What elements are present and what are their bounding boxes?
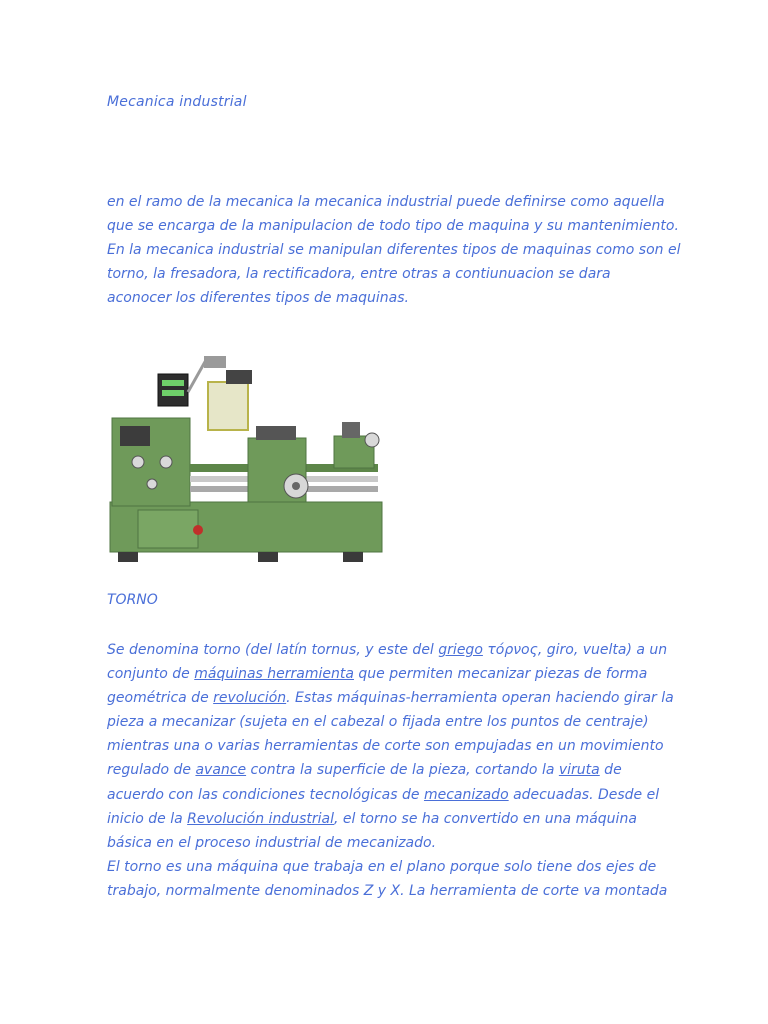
link-revolucion-industrial[interactable]: Revolución industrial (187, 810, 334, 827)
body-line: pieza a mecanizar (sujeta en el cabezal o fijada entre los puntos de centraje) (107, 714, 649, 731)
body-text: de (599, 762, 622, 779)
intro-line: En la mecanica industrial se manipulan diferentes tipos de maquinas como son el (107, 242, 681, 259)
body-line (107, 686, 674, 710)
body-text: conjunto de (107, 666, 195, 683)
link-avance[interactable]: avance (195, 762, 247, 779)
intro-paragraph (107, 190, 681, 310)
body-text: contra la superficie de la pieza, cortando la (246, 762, 559, 779)
body-line: básica en el proceso industrial de mecanizado. (107, 834, 437, 851)
body-text: regulado de (107, 762, 196, 779)
body-text: que permiten mecanizar piezas de forma (353, 666, 648, 683)
body-text: , el torno se ha convertido en una máquina (333, 810, 637, 827)
body-line (107, 807, 667, 831)
body-line (107, 638, 667, 662)
intro-line: aconocer los diferentes tipos de maquinas. (107, 290, 409, 307)
body-text: geométrica de (107, 690, 214, 707)
link-griego[interactable]: griego (438, 642, 483, 658)
intro-line: en el ramo de la mecanica la mecanica industrial puede definirse como aquella (107, 194, 665, 210)
torno-paragraph (107, 638, 674, 903)
document-title: Mecanica industrial (107, 94, 247, 110)
intro-line: torno, la fresadora, la rectificadora, entre otras a contiunuacion se dara (107, 266, 611, 283)
body-text: adecuadas. Desde el (508, 786, 660, 803)
link-mecanizado[interactable]: mecanizado (423, 786, 509, 803)
intro-line: que se encarga de la manipulacion de todo tipo de maquina y su mantenimiento. (107, 218, 679, 235)
link-viruta[interactable]: viruta (558, 762, 600, 779)
lathe-image (108, 352, 386, 572)
section-heading-torno: TORNO (107, 592, 158, 608)
link-maquinas-herramienta[interactable]: máquinas herramienta (194, 666, 354, 683)
link-revolucion[interactable]: revolución (213, 690, 287, 707)
body-line: El torno es una máquina que trabaja en el plano porque solo tiene dos ejes de (107, 858, 657, 875)
body-line: mientras una o varias herramientas de corte son empujadas en un movimiento (107, 738, 664, 755)
body-line (107, 758, 667, 782)
body-line (107, 662, 667, 686)
body-text: . Estas máquinas-herramienta operan haciendo girar la (286, 690, 674, 707)
body-text: Se denomina torno (del latín tornus, y este del (107, 642, 439, 658)
body-text: inicio de la (107, 810, 188, 827)
body-line: trabajo, normalmente denominados Z y X. La herramienta de corte va montada (107, 882, 668, 899)
body-text: acuerdo con las condiciones tecnológicas de (107, 786, 424, 803)
body-text: τόρνος, giro, vuelta) a un (482, 642, 668, 658)
body-line (107, 783, 667, 807)
